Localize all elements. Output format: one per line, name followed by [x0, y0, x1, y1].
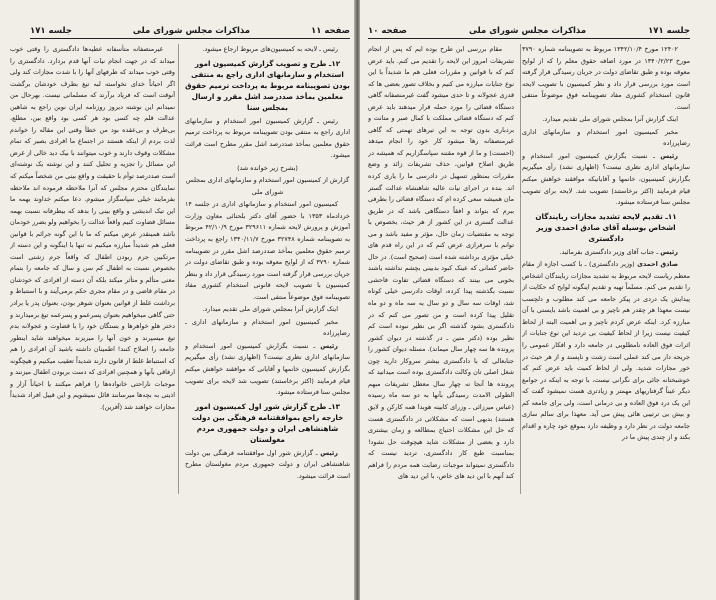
- paragraph: [522, 151, 690, 209]
- paragraph: [522, 259, 690, 444]
- centered-caption: (بشرح زیر خوانده شد): [237, 163, 298, 172]
- text-column: [368, 44, 514, 564]
- speaker-name: رئیس: [660, 151, 678, 160]
- paragraph: رئیس ـ گزارش کمیسیون امور استخدام و سازمانهای اداری راجع به منتفی بودن تصویبنامه مربوط به پرداخت ترمیم حقوق معلمین بمأخذ صددرصد اشل مقرر مطرح است قرائت میشود.: [185, 116, 350, 160]
- running-title: مذاکرات مجلس شورای ملی: [468, 26, 587, 36]
- speaker-name: رئیس: [320, 341, 338, 350]
- page-right: [360, 0, 716, 600]
- section-heading: ۱۲ـ طرح و تصویب گزارش کمیسیون امور استخدام و سازمانهای اداری راجع به منتفی بودن تصویبنامه مربوط به پرداخت ترمیم حقوق معلمین بمأخذ صددرصد اشل مقرر و ارسال بمجلس سنا: [185, 58, 350, 112]
- text-column: [522, 44, 690, 564]
- paragraph: [522, 247, 690, 259]
- text-column: [10, 44, 175, 564]
- speaker-name: رئیس: [660, 247, 678, 256]
- centered-caption: گزارش از کمیسیون امور استخدام و سازمانهای اداری بمجلس شورای ملی: [185, 176, 350, 196]
- page-header: [30, 22, 350, 39]
- running-title: مذاکرات مجلس شورای ملی: [132, 26, 251, 36]
- paragraph: رئیس ـ لایحه به کمیسیون‌های مربوط ارجاع میشود.: [202, 45, 338, 53]
- speech-text: (وزیر دادگستری) ـ با کسب اجازه از مقام معظم ریاست لایحه مربوط به تشدید مجازات ربایندگان اشخاص را تقدیم می کنم. مسلماً تهیه و تقدیم اینگونه لوایح که حکایت از پیدایش یک دردی در پیکر جامعه می کند مطلوب و دلچسب نیست معهذا هر چقدر هم ناچیز و بی اهمیت باشد بایستی با آن مبارزه کرد. اینکه عرض کردم ناچیز و بی اهمیت البته از لحاظ کیفیت نیست زیرا از لحاظ کیفیت بی تردید این نوع جنایات از اثرات فوق العاده نامطلوبی در جامعه دارد و افکار عمومی را جریحه دار می کند عملی است زشت و ناپسند و از هر حیث در خور مجازات شدید. ولی از لحاظ کمیت باید عرض کنم که خوشبختانه جائی برای نگرانی نیست، با توجه به اینکه در جوامع دیگر عیناً گرفتاریهای مهمتر و زیادتری هست نمیشود گفت که این یک درد فوق العاده و بی درمانی است، ولی برای جامعه کم و بیش بی ترتیبی هائی پیش می آید. معهذا برای سالم سازی جامعه دولت در نظر دارد و وظیفه دارد بموقع خود چاره و اقدام بکند و از چندی پیش ما در: [522, 260, 690, 442]
- paragraph: مخبر کمیسیون امور استخدام و سازمانهای اداری ـ رضاپرزاده: [185, 317, 350, 338]
- speech-text: ـ گزارش شور اول موافقتنامه فرهنگی بین دولت شاهنشاهی ایران و دولت جمهوری مردم مغولستان مطرح است قرائت میشود.: [185, 448, 350, 480]
- paragraph: کمیسیون امور استخدام و سازمانهای اداری در جلسه ۱۴ خردادماه ۱۳۵۳ با حضور آقای دکتر بلحنائی معاون وزارت آموزش و پرورش لایحه شماره ۳۲۹۶۱۱ مورخ ۴۲/۱۰/۹ مربوط به تصویبنامه شماره ۳۲۷۴۸ مورخ ۱۳۴۰/۱۱/۷ راجع به پرداخت ترمیم حقوق معلمین بمأخذ صددرصد اشل مقرر در تصویبنامه شماره ۳۷۹۰ که از لوایح معوقه بوده و طبق تقاضای دولت در جریان بررسی قرار گرفته است مورد رسیدگی قرار داد و بنظر کمیسیون با تصویب لایحه قانونی استخدام کشوری مفاد تصویبنامه فوق موضوعاً منتفی است.: [185, 200, 350, 301]
- paragraph: مقام بررسی این طرح بوده ایم که پس از انجام تشریفات امروز این لایحه را تقدیم می کنم. باید عرض کنم که با قوانین و مقررات فعلی هم ما شدیداً با این نوع جنایات مبارزه می کنیم و بخلاف تصور بعضی ها که قدری عجولانه و تا حدی میشود گفت غیرمنصفانه گاهی دستگاه قضائی را مورد حمله قرار میدهند باید عرض کنم که دستگاه قضائی مملکت با کمال صبر و متانت و بردباری بدون توجه به این تیرهای تهمتی که گاهی غیرمنصفانه رها میشود کار خود را انجام میدهد (احسنت) و ما از قوه مقننه سپاسگزاریم که همیشه در طریق اصلاح قوانین، حذف تشریفات زائد و وضع مقررات بمنظور تسهیل در دادرسی ما را یاری کرده اند. بنده در اجرای نیات عالیه شاهنشاه عدالت گستر مان همیشه سعی کرده ام که دستگاه قضائی را بطرفی ببرم که بتواند و افقاً دستگاهی باشد که در طریق عدالت گستری در این کشور از هر حیث، بخصوص با توجه به مقتضیات زمان حال، مؤثر و مفید باشد و می توانم با سرفرازی عرض کنم که در این راه قدم های خیلی مؤثری برداشته شده است (صحیح است). در حال حاضر کسانی که عینک کبود بدبینی بچشم نداشته باشند بخوبی می بینند که دستگاه قضائی تفاوت فاحشی نسبت بگذشته پیدا کرده، اوقات دادرسی خیلی کوتاه شد، اوقات سه سال و دو سال به سه ماه و دو ماه تقلیل پیدا کرده است و من تصور می کنم که در دادگستری بشود گذشته اگر بی نظیر نبوده است کم نظیر بوده (دکتر متین ـ در گذشته در دیوان کشور پرونده ها سه چهار سال میماند). مسئله دیوان کشور را جنابعالی که با دادگستری بیشتر سروکار دارید چون شغل اصلی تان وکالت دادگستری بوده است میدانید که پرونده ها آنجا نه چهار سال معطل تشریفات مبهم الطولی الامدت رسیدگی بآنها به دو سه ماه رسیده (عباس میرزائی ـ وزرای کابینه هویدا همه کارکن و لایق هستند) بدیهی است که مشکلاتی در دادگستری هست که حل این مشکلات احتیاج بمطالعه و زمان بیشتری دارد و بعضی از مشکلات شاید هیچوقت حل نشود! بمناسبت طبع کار دادگستری، تردید نیست که دادگستری نمیتواند موجبات رضایت همه مردم را فراهم کند آنهم با این دید های خاص، با این دید های: [368, 45, 514, 481]
- speaker-name: صادق احمدی: [637, 260, 678, 269]
- speech-text: ـ نسبت بگزارش کمیسیون امور استخدام و سازمانهای اداری نظری نیست؟ (اظهاری نشد) رأی میگیریم بگزارش کمیسیون، خانمها و آقایانیکه موافقند خواهش میکنم قیام فرمایند (اکثر برخاستند) تصویب شد. لایحه برای تصویب مجلس سنا فرستاده میشود.: [522, 151, 690, 207]
- paragraph: ۱۲۴۰۲ مورخ ۱۳۴۲/۱۰/۴ مربوط به تصویبنامه شماره ۳۷۹۰ مورخ ۱۳۴۰/۲/۲۳ در مورد اضافه حقوق معلم را که از لوایح معوقه بوده و طبق تقاضای دولت در جریان رسیدگی قرار گرفته است مورد بررسی قرار داد و نظر کمیسیون با تصویب لایحه قانون استخدام کشوری مفاد تصویبنامه فوق موضوعاً منتفی است.: [522, 45, 690, 111]
- section-heading: ۱۳ـ طرح گزارش شور اول کمیسیون امور خارجه راجع بموافقتنامه فرهنگی بین دولت شاهنشاهی ایران و دولت جمهوری مردم مغولستان: [191, 401, 344, 444]
- paragraph: [185, 341, 350, 399]
- text-column: [185, 44, 350, 564]
- paragraph: [185, 448, 350, 483]
- section-heading: ۱۱ـ تقدیم لایحه تشدید مجازات ربایندگان اشخاص بوسیله آقای صادق احمدی وزیر دادگستری: [535, 211, 677, 243]
- paragraph: اینک گزارش آنرا بمجلس شورای ملی تقدیم میدارد.: [202, 305, 338, 314]
- page-left: [0, 0, 356, 600]
- speech-text: ـ جناب آقای وزیر دادگستری بفرمائید.: [559, 247, 661, 256]
- column-divider: [520, 44, 521, 494]
- page-header: [368, 22, 690, 39]
- speech-text: ـ نسبت بگزارش کمیسیون امور استخدام و سازمانهای اداری نظری نیست؟ (اظهاری نشد) رأی میگیریم بگزارش کمیسیون خانمها و آقایانی که موافقند خواهش میکنم قیام فرمایند (اکثر برخاستند) تصویب شد لایحه برای تصویب مجلس سنا فرستاده میشود.: [185, 341, 350, 397]
- session-number: جلسه ۱۷۱: [30, 26, 72, 36]
- speaker-name: رئیس: [320, 448, 338, 457]
- paragraph: مخبر کمیسیون امور استخدام و سازمانهای اداری رضاپرزاده: [522, 127, 690, 148]
- page-number: صفحه ۱۰: [368, 26, 407, 36]
- paragraph: اینک گزارش آنرا بمجلس شورای ملی تقدیم میدارد.: [542, 115, 678, 124]
- column-divider: [178, 44, 179, 494]
- page-number: صفحه ۱۱: [311, 26, 350, 36]
- session-number: جلسه ۱۷۱: [648, 26, 690, 36]
- paragraph: غیرمنصفانه متأسفانه عطیه‌ها دادگستری را وقتی خوب میداند که در جهت انجام نیات آنها قدم بردارد. دادگستری را وقتی خوب میداند که طرفهای آنها را با شدت مجازات کند ولی اگر احیاناً خدای نخواسته لبه تیغ بطرف خودشان برگشت آنوقت است که فریاد برآرند که مسلمانی نیست. بهرحال من نمیدانم این نوشته دیروز روزنامه ایران نوین راجع به شاهین عدالت قلم چه کسی بود هر کسی بود واقع بین، مطلع، بی‌طرف و بی‌عقده بود من خطأ وقتی این مقاله را خواندم لذت بردم از اینکه هستند در اجتماع ما افرادی بصیر که تمام مشکلات وقوف دارند و خوب میتوانند با بیک دید خالی از غرض این مسائل را تجزیه و تحلیل کنند و این نوشته یک نوشته‌ای است صددرصد توأم با حقیقت و واقع بینی من شخصاً میکنم که نمایندگان محترم مجلس که آنرا ملاحظه فرموده اند ملاحظه بفرمایند خیلی سپاسگزار میشوم. دعا میکنم خداوند بهمه ما این تیک اندیشی و واقع بینی را بدهد که بیطرفانه نسبت بهمه مسائل قضاوت کنیم واقعاً عدالت را بخواهیم ولو بضرر خودمان باشد همینقدر عرض میکنم که ما با این گونه جرائم با قوانین فعلی هم شدیداً مبارزه میکنیم نه تنها با اینگونه و این دسته از مرتکبین جرم ربودن اطفال که واقعاً جرم زشتی است بخصوص نسبت به اطفال کم سن و سال که جامعه را بتمام معنی متألم و متأثر میکند بلکه آن دسته از افرادی که خودشان در مقام قاضی و در مقام مجری حکم برمی‌آیند و با استنباط و برداشت غلط از قوانین بعنوان شوهر بودن، بعنوان پدر یا برادر حتی گاهی میخواهیم بعنوان پسرعمو و پسرعمه تیغ برمیدارند و دختر هلو خواهرها و بستگان خود را با قضاوت و عجولانه بدم تیغ میسپرند و خون آنها را میریزند میخواهند شاید اینطور جامعه را اصلاح کنند! اطمینان داشته باشید آن افرادی را هم که استنباط غلط از قانون دارند شدیداً تعقیب میکنیم و هیچگونه ارفاقی بآنها و همچنین افرادی که دست بربودن اطفال میزنند و موجبات ناراحتی خانواده‌ها را فراهم میکنند یا احیاناً آزار و اذیتی به بچه‌ها میرسانند قائل نمیشویم و این قبیل افراد شدیداً مجازات خواهند شد (آفرین).: [10, 45, 175, 411]
